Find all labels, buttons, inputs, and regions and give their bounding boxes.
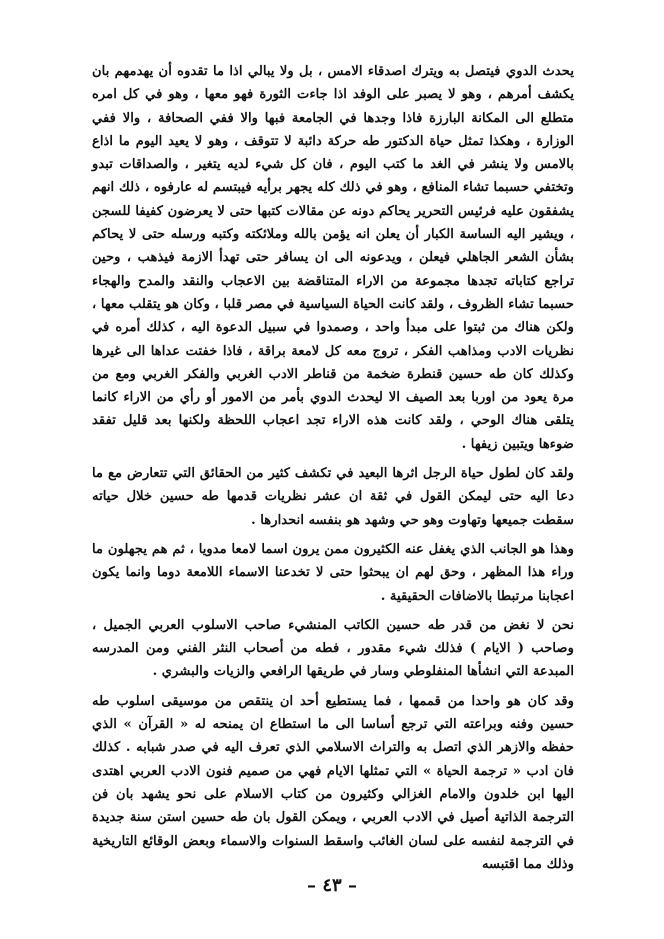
paragraph-4: نحن لا نغض من قدر طه حسين الكاتب المنشيء صاحب الاسلوب العربي الجميل ، وصاحب ( الايام ) فذلك شيء مقدور ، فطه من أصحاب النثر الفني ومن المدرسه المبدعة التي انشأها المنفلوطي وسار في طريقها الرافعي والزيات والبشري .	[92, 617, 574, 680]
paragraph-2: ولقد كان لطول حياة الرجل اثرها البعيد في تكشف كثير من الحقائق التي تتعارض مع ما دعا اليه حتى ليمكن القول في ثقة ان عشر نظريات قدمها طه حسين خلال حياته سقطت جميعها وتهاوت وهو حي وشهد هو بنفسه انحدارها .	[92, 466, 574, 528]
paragraph-3: وهذا هو الجانب الذي يغفل عنه الكثيرون ممن يرون اسما لامعا مدويا ، ثم هم يجهلون ما وراء هذا المظهر ، وحق لهم ان يبحثوا حتى لا تخدعنا الاسماء اللامعة دوما وانما يكون اعجابنا مرتبطا بالاضافات الحقيقية .	[92, 541, 574, 604]
paragraph-5: وقد كان هو واحدا من قممها ، فما يستطيع أحد ان ينتقص من موسيقى اسلوب طه حسين وفنه وبراعته التي ترجع أساسا الى ما استطاع ان يمنحه له « القرآن » الذي حفظه والازهر الذي اتصل به والتراث الاسلامي الذي تعرف اليه في صدر شبابه . كذلك فان ادب « ترجمة الحياة » التي تمثلها الايام فهي من صميم فنون الادب العربي اهتدى اليها ابن خلدون والامام الغزالي وكثيرون من كتاب الاسلام على نحو يشهد بان فن الترجمة الذاتية أصيل في الادب العربي ، ويمكن القول بان طه حسين استن سنة جديدة في الترجمة لنفسه على لسان الغائب واسقط السنوات والاسماء وبعض الوقائع التاريخية وذلك مما اقتبسه	[92, 693, 574, 872]
paragraph-1: يحدث الدوي فيتصل به ويترك اصدقاء الامس ، بل ولا يبالي اذا ما تقدوه أن يهدمهم بان يكشف أمرهم ، وهو لا يصبر على الوفد اذا جاءت الثورة فهو معها ، وهو في كل امره متطلع الى المكانة البارزة فاذا وجدها في الجامعة فبها والا ففي الصحافة ، والا ففي الوزارة ، وهكذا تمثل حياة الدكتور طه حركة دائبة لا تتوقف ، وهو لا يعيد اليوم ما اذاع بالامس ولا ينشر في الغد ما كتب اليوم ، فان كل شيء لديه يتغير ، والصداقات تبدو وتختفي حسبما تشاء المنافع ، وهو في ذلك كله يجهر برأيه فيبتسم له عارفوه ، ذلك انهم يشفقون عليه فرئيس التحرير يحاكم دونه عن مقالات كتبها حتى لا يعرضون كفيفا للسجن ، ويشير اليه الساسة الكبار أن يعلن انه يؤمن بالله وملائكته وكتبه ورسله حتى لا يحاكم بشأن الشعر الجاهلي فيعلن ، ويدعونه الى ان يسافر حتى تهدأ الازمة فيذهب ، وحين تراجع كتاباته تجدها مجموعة من الاراء المتناقضة بين الاعجاب والنقد والمدح والهجاء حسبما تشاء الظروف ، ولقد كانت الحياة السياسية في مصر قلبا ، وكان هو يتقلب معها ، ولكن هناك من ثبتوا على مبدأ واحد ، وصمدوا في سبيل الدعوة اليه ، كذلك أمره في نظريات الادب ومذاهب الفكر ، تروج معه كل لامعة براقة ، فاذا خفتت عداها الى غيرها وكذلك كان طه حسين قنطرة ضخمة من قناطر الادب الغربي والفكر الغربي ومع من مرة يعود من اوربا بعد الصيف الا ليحدث الدوي بأمر من الامور أو رأي من الاراء كانما يتلقى هناك الوحي ، ولقد كانت هذه الاراء تجد اعجاب اللحظة ولكنها بعد قليل تفقد ضوءها ويتبين زيفها .	[92, 64, 574, 452]
page-body	[92, 60, 574, 876]
page-number: – ٤٣ –	[307, 875, 357, 896]
